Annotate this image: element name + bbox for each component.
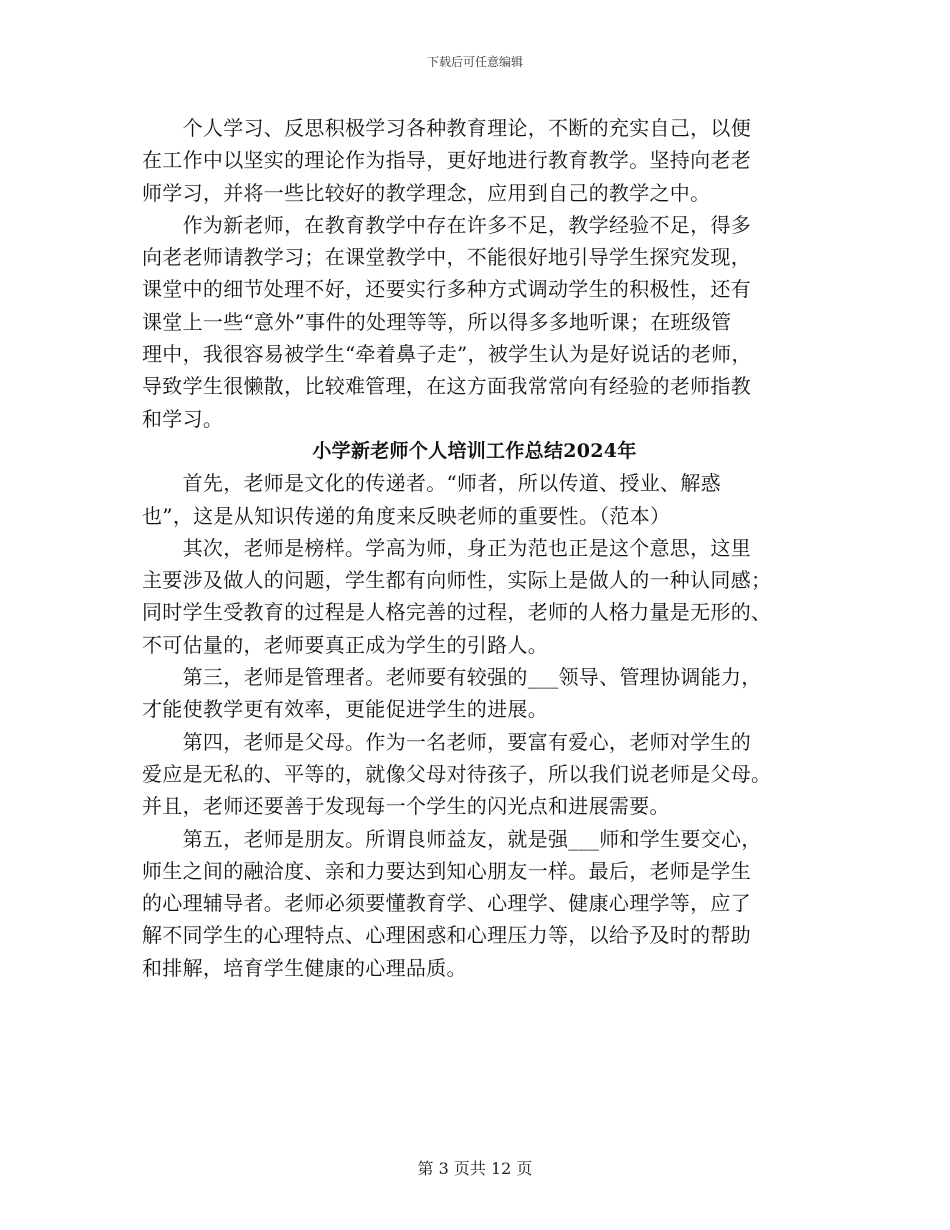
body-line: 课堂中的细节处理不好，还要实行多种方式调动学生的积极性，还有: [142, 277, 751, 302]
body-line: 课堂上一些“意外”事件的处理等等，所以得多多地听课；在班级管: [142, 309, 732, 334]
body-line: 解不同学生的心理特点、心理困惑和心理压力等，以给予及时的帮助: [142, 923, 751, 948]
body-line: 的心理辅导者。老师必须要懂教育学、心理学、健康心理学等，应了: [142, 891, 751, 916]
body-line: 作为新老师，在教育教学中存在许多不足，教学经验不足，得多: [142, 212, 751, 237]
body-line: 也”，这是从知识传递的角度来反映老师的重要性。（范本）: [142, 503, 671, 528]
body-line: 首先，老师是文化的传递者。“师者，所以传道、授业、解惑: [142, 471, 721, 496]
body-line: 在工作中以坚实的理论作为指导，更好地进行教育教学。坚持向老老: [142, 148, 751, 173]
body-line: 其次，老师是榜样。学高为师，身正为范也正是这个意思，这里: [142, 535, 751, 560]
body-line: 师学习，并将一些比较好的教学理念，应用到自己的教学之中。: [142, 180, 711, 205]
body-line: 师生之间的融洽度、亲和力要达到知心朋友一样。最后，老师是学生: [142, 858, 751, 883]
body-line: 理中，我很容易被学生“牵着鼻子走”，被学生认为是好说话的老师，: [142, 342, 752, 367]
body-line: 第四，老师是父母。作为一名老师，要富有爱心，老师对学生的: [142, 729, 751, 754]
body-line: 爱应是无私的、平等的，就像父母对待孩子，所以我们说老师是父母。: [142, 761, 772, 786]
document-body: [142, 112, 807, 984]
body-line: 主要涉及做人的问题，学生都有向师性，实际上是做人的一种认同感；: [142, 568, 772, 593]
page-header: 下载后可任意编辑: [426, 55, 523, 69]
body-line: 向老老师请教学习；在课堂教学中，不能很好地引导学生探究发现，: [142, 245, 751, 270]
body-line: 和学习。: [142, 406, 224, 431]
body-line: 才能使教学更有效率，更能促进学生的进展。: [142, 697, 548, 722]
body-line: 第五，老师是朋友。所谓良师益友，就是强___师和学生要交心，: [142, 826, 762, 851]
body-line: 第三，老师是管理者。老师要有较强的___领导、管理协调能力，: [142, 665, 762, 690]
body-line: 并且，老师还要善于发现每一个学生的闪光点和进展需要。: [142, 794, 670, 819]
body-line: 不可估量的，老师要真正成为学生的引路人。: [142, 632, 548, 657]
body-line: 同时学生受教育的过程是人格完善的过程，老师的人格力量是无形的、: [142, 600, 772, 625]
page-footer: 第 3 页共 12 页: [417, 1159, 533, 1178]
body-line: 导致学生很懒散，比较难管理，在这方面我常常向有经验的老师指教: [142, 374, 751, 399]
body-line: 和排解，培育学生健康的心理品质。: [142, 955, 467, 980]
section-title: 小学新老师个人培训工作总结2024年: [312, 439, 637, 462]
body-line: 个人学习、反思积极学习各种教育理论，不断的充实自己，以便: [142, 116, 751, 140]
